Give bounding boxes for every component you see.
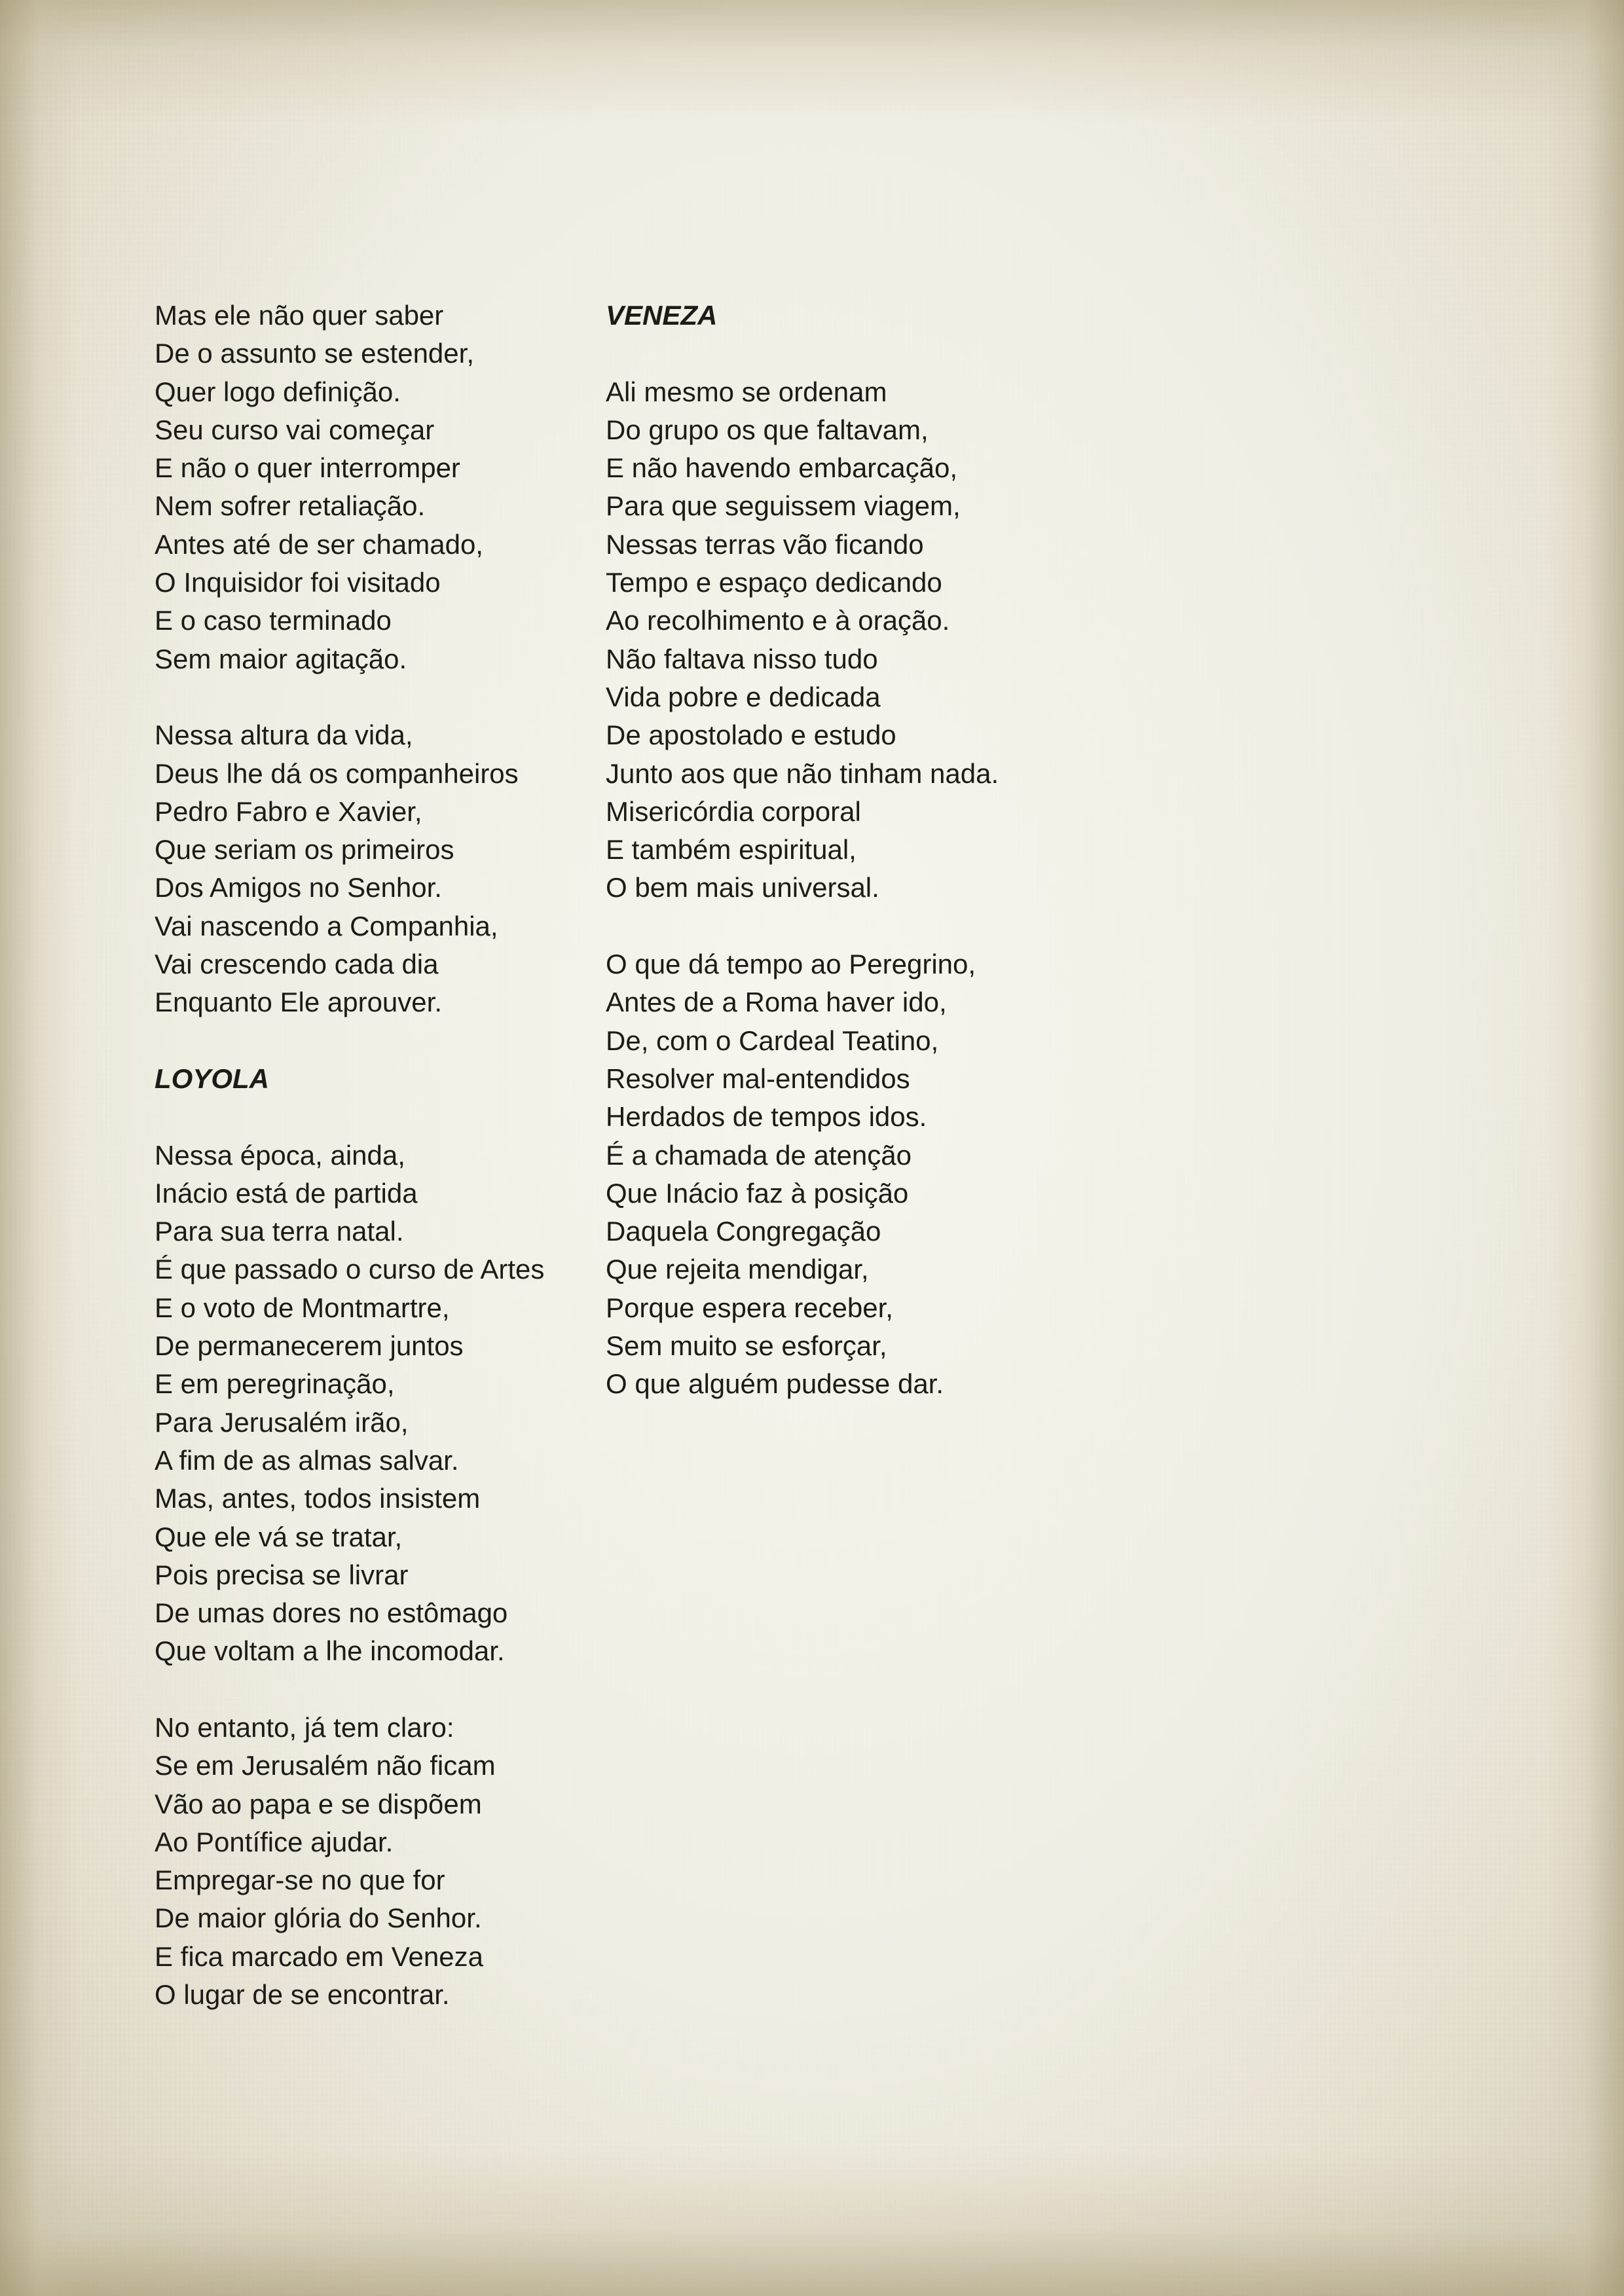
verse-line: O que alguém pudesse dar. <box>606 1368 944 1400</box>
verse-line: Vai nascendo a Companhia, <box>155 910 498 941</box>
parchment-left-border <box>0 0 79 2296</box>
verse-line: O bem mais universal. <box>606 872 879 903</box>
verse-line: Ao recolhimento e à oração. <box>606 605 950 636</box>
verse-line: E o voto de Montmartre, <box>155 1292 450 1323</box>
verse-line: Que ele vá se tratar, <box>155 1521 403 1552</box>
verse-line: A fim de as almas salvar. <box>155 1444 459 1476</box>
verse-line: Herdados de tempos idos. <box>606 1101 927 1133</box>
verse-line: De apostolado e estudo <box>606 720 896 751</box>
verse-line: E não havendo embarcação, <box>606 452 958 484</box>
verse-line: De maior glória do Senhor. <box>155 1903 482 1934</box>
verse-line: Pois precisa se livrar <box>155 1559 409 1590</box>
verse-line: Vai crescendo cada dia <box>155 949 439 980</box>
verse-line: De, com o Cardeal Teatino, <box>606 1025 939 1056</box>
verse-line: Sem muito se esforçar, <box>606 1330 887 1362</box>
verse-line: Que seriam os primeiros <box>155 834 454 866</box>
stanza <box>155 1709 574 2014</box>
verse-line: Nessas terras vão ficando <box>606 528 924 560</box>
verse-line: E o caso terminado <box>155 605 392 636</box>
verse-line: Do grupo os que faltavam, <box>606 414 929 445</box>
verse-line: O que dá tempo ao Peregrino, <box>606 949 976 980</box>
verse-line: Nem sofrer retaliação. <box>155 490 426 522</box>
verse-line: De o assunto se estender, <box>155 338 474 369</box>
parchment-top-border <box>0 0 1624 124</box>
verse-line: O lugar de se encontrar. <box>155 1979 450 2011</box>
verse-line: É que passado o curso de Artes <box>155 1254 545 1285</box>
verse-line: Que rejeita mendigar, <box>606 1254 869 1285</box>
stanza <box>606 373 1103 907</box>
verse-line: Para que seguissem viagem, <box>606 490 961 522</box>
verse-line: Não faltava nisso tudo <box>606 643 878 674</box>
stanza <box>606 945 1103 1404</box>
verse-line: Nessa época, ainda, <box>155 1139 405 1171</box>
verse-line: Ao Pontífice ajudar. <box>155 1826 394 1857</box>
verse-line: Enquanto Ele aprouver. <box>155 987 442 1018</box>
verse-line: De umas dores no estômago <box>155 1597 508 1629</box>
verse-line: Tempo e espaço dedicando <box>606 567 942 598</box>
verse-line: Junto aos que não tinham nada. <box>606 757 999 789</box>
verse-line: Para sua terra natal. <box>155 1216 404 1247</box>
verse-line: Vão ao papa e se dispõem <box>155 1788 482 1819</box>
verse-line: E também espiritual, <box>606 834 857 866</box>
verse-line: Que voltam a lhe incomodar. <box>155 1635 505 1667</box>
verse-line: Dos Amigos no Senhor. <box>155 872 442 903</box>
verse-line: Mas ele não quer saber <box>155 300 444 331</box>
verse-line: Inácio está de partida <box>155 1177 418 1209</box>
verse-line: Antes até de ser chamado, <box>155 528 483 560</box>
verse-line: E em peregrinação, <box>155 1368 395 1400</box>
verse-line: No entanto, já tem claro: <box>155 1711 454 1743</box>
verse-line: E fica marcado em Veneza <box>155 1941 483 1972</box>
section-heading-veneza: VENEZA <box>606 300 718 331</box>
left-column <box>155 297 574 2052</box>
verse-line: De permanecerem juntos <box>155 1330 464 1362</box>
section-heading-loyola: LOYOLA <box>155 1063 269 1094</box>
right-column <box>606 297 1103 1442</box>
verse-line: Ali mesmo se ordenam <box>606 376 887 407</box>
verse-line: Daquela Congregação <box>606 1216 881 1247</box>
verse-line: Que Inácio faz à posição <box>606 1177 909 1209</box>
verse-line: O Inquisidor foi visitado <box>155 567 441 598</box>
stanza <box>155 1137 574 1671</box>
verse-line: Pedro Fabro e Xavier, <box>155 795 422 827</box>
verse-line: Sem maior agitação. <box>155 643 407 674</box>
verse-line: Empregar-se no que for <box>155 1865 445 1896</box>
verse-line: Antes de a Roma haver ido, <box>606 987 947 1018</box>
verse-line: É a chamada de atenção <box>606 1139 912 1171</box>
verse-line: Quer logo definição. <box>155 376 401 407</box>
verse-line: Seu curso vai começar <box>155 414 435 445</box>
stanza <box>155 716 574 1021</box>
verse-line: Misericórdia corporal <box>606 795 861 827</box>
verse-line: Porque espera receber, <box>606 1292 893 1323</box>
verse-line: Vida pobre e dedicada <box>606 681 881 712</box>
verse-line: Resolver mal-entendidos <box>606 1063 910 1094</box>
verse-line: Se em Jerusalém não ficam <box>155 1750 496 1781</box>
verse-line: Deus lhe dá os companheiros <box>155 757 519 789</box>
stanza <box>155 297 574 678</box>
verse-line: Mas, antes, todos insistem <box>155 1483 481 1514</box>
verse-line: Para Jerusalém irão, <box>155 1406 409 1438</box>
verse-line: E não o quer interromper <box>155 452 460 484</box>
verse-line: Nessa altura da vida, <box>155 720 413 751</box>
parchment-right-border <box>1545 0 1624 2296</box>
parchment-bottom-border <box>0 2145 1624 2296</box>
